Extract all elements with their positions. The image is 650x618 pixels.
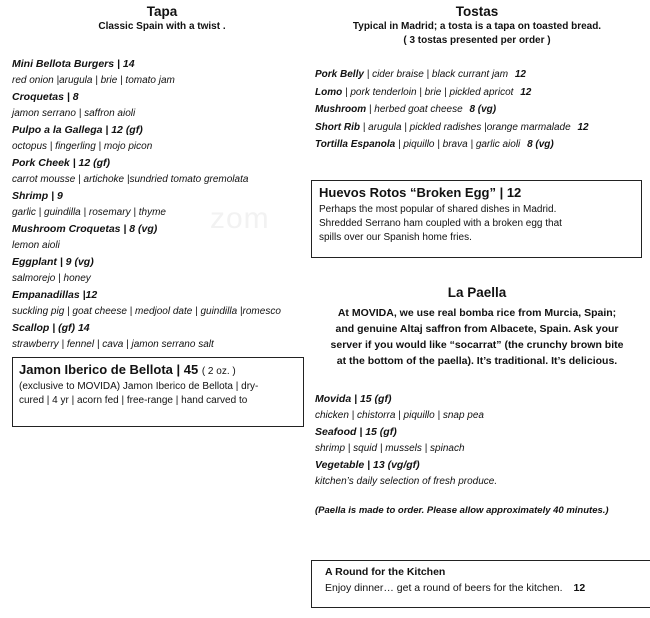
huevos-line: Shredded Serrano ham coupled with a broken egg that — [319, 218, 562, 229]
paella-title: La Paella — [447, 285, 507, 300]
menu-item-desc: octopus | fingerling | mojo picon — [12, 141, 153, 152]
huevos-line: spills over our Spanish home fries. — [319, 232, 472, 243]
menu-item-name: Pork Cheek | 12 (gf) — [12, 157, 111, 169]
tostas-subtitle-2: ( 3 tostas presented per order ) — [403, 35, 551, 46]
round-text: Enjoy dinner… get a round of beers for the kitchen. — [325, 582, 563, 594]
jamon-size: ( 2 oz. ) — [201, 366, 236, 377]
menu-item-desc: garlic | guindilla | rosemary | thyme — [12, 207, 166, 218]
menu-item — [12, 188, 312, 221]
menu-item-desc: | herbed goat cheese — [366, 104, 466, 115]
menu-item-desc: chicken | chistorra | piquillo | snap pea — [315, 410, 484, 421]
menu-item — [315, 101, 642, 119]
menu-item-name: Mushroom Croquetas | 8 (vg) — [12, 223, 158, 235]
paella-note: (Paella is made to order. Please allow approximately 40 minutes.) — [315, 505, 609, 516]
jamon-line: (exclusive to MOVIDA) Jamon Iberico de Bellota | dry- — [19, 381, 259, 392]
menu-item-name: Tortilla Espanola — [315, 139, 396, 150]
menu-item — [12, 155, 312, 188]
menu-item-desc: | cider braise | black currant jam — [363, 69, 511, 80]
tostas-section — [312, 4, 642, 154]
menu-item — [12, 56, 312, 89]
menu-item — [315, 66, 642, 84]
menu-item-price: 12 — [577, 121, 589, 133]
tostas-subtitle: Typical in Madrid; a tosta is a tapa on toasted bread. — [352, 21, 602, 32]
menu-item — [12, 254, 312, 287]
menu-item-name: Seafood | 15 (gf) — [315, 426, 397, 438]
huevos-line: Perhaps the most popular of shared dishes in Madrid. — [319, 204, 557, 215]
tostas-title: Tostas — [455, 4, 499, 19]
menu-item-desc: | arugula | pickled radishes |orange marmalade — [360, 121, 574, 133]
menu-item — [12, 320, 312, 353]
jamon-title: Jamon Iberico de Bellota | 45 ( 2 oz. ) — [19, 362, 236, 377]
menu-item-desc: jamon serrano | saffron aioli — [12, 108, 136, 119]
menu-item-desc: | pork tenderloin | brie | pickled apricot — [342, 86, 517, 98]
menu-item-price: 12 — [520, 86, 532, 98]
menu-item-name: Eggplant | 9 (vg) — [12, 256, 94, 268]
watermark: zom — [210, 202, 270, 235]
menu-item-name: Short Rib — [315, 121, 360, 133]
menu-item-name: Empanadillas |12 — [12, 289, 98, 301]
menu-item-desc: lemon aioli — [12, 240, 60, 251]
paella-intro-line: server if you would like “socarrat” (the crunchy brown bite — [330, 339, 624, 351]
menu-item — [315, 457, 642, 490]
menu-item-name: Pulpo a la Gallega | 12 (gf) — [12, 124, 143, 136]
tostas-item-list — [312, 66, 642, 154]
tapa-title: Tapa — [146, 4, 178, 19]
round-for-kitchen-box — [311, 560, 650, 608]
paella-intro-line: At MOVIDA, we use real bomba rice from Murcia, Spain; — [337, 307, 617, 319]
menu-item-price: 12 — [514, 69, 526, 80]
menu-item — [12, 89, 312, 122]
tapa-subtitle: Classic Spain with a twist . — [98, 21, 226, 32]
paella-item-list — [312, 391, 642, 490]
menu-item-desc: strawberry | fennel | cava | jamon serrano salt — [12, 339, 214, 350]
menu-item — [315, 136, 642, 154]
menu-item-name: Shrimp | 9 — [12, 190, 63, 202]
menu-item — [12, 221, 312, 254]
menu-item-name: Croquetas | 8 — [12, 91, 79, 103]
menu-item-desc: salmorejo | honey — [12, 273, 91, 284]
huevos-title: Huevos Rotos “Broken Egg” | 12 — [319, 185, 522, 200]
huevos-rotos-box — [311, 180, 642, 258]
menu-item — [315, 391, 642, 424]
menu-item — [12, 287, 312, 320]
menu-item-price: 8 (vg) — [469, 104, 497, 115]
menu-item-name: Movida | 15 (gf) — [315, 393, 392, 405]
menu-item — [315, 119, 642, 137]
menu-item — [315, 84, 642, 102]
menu-item-price: 8 (vg) — [527, 139, 554, 150]
menu-item-name: Vegetable | 13 (vg/gf) — [315, 459, 420, 471]
paella-intro-line: and genuine Altaj saffron from Albacete, Spain. Ask your — [335, 323, 619, 335]
jamon-iberico-box — [12, 357, 304, 427]
tapa-section — [12, 4, 312, 353]
menu-item-name: Pork Belly — [315, 69, 364, 80]
paella-section — [312, 285, 642, 518]
round-title: A Round for the Kitchen — [325, 566, 446, 578]
tapa-item-list — [12, 56, 312, 353]
menu-item-desc: red onion |arugula | brie | tomato jam — [12, 75, 175, 86]
jamon-line: cured | 4 yr | acorn fed | free-range | hand carved to — [19, 395, 248, 406]
menu-item-desc: suckling pig | goat cheese | medjool date | guindilla |romesco — [12, 306, 281, 317]
menu-item-desc: carrot mousse | artichoke |sundried tomato gremolata — [12, 174, 249, 185]
menu-item-name: Mushroom — [315, 104, 367, 115]
menu-item-desc: | piquillo | brava | garlic aioli — [395, 139, 524, 150]
menu-item — [12, 122, 312, 155]
round-price: 12 — [573, 582, 586, 594]
menu-item — [315, 424, 642, 457]
menu-item-name: Scallop | (gf) 14 — [12, 322, 90, 334]
menu-item-name: Mini Bellota Burgers | 14 — [12, 58, 135, 70]
menu-item-desc: shrimp | squid | mussels | spinach — [315, 443, 465, 454]
menu-item-desc: kitchen’s daily selection of fresh produce. — [315, 476, 498, 487]
menu-item-name: Lomo — [315, 86, 343, 98]
paella-intro-line: at the bottom of the paella). It’s traditional. It’s delicious. — [336, 355, 618, 367]
round-line — [325, 580, 640, 596]
